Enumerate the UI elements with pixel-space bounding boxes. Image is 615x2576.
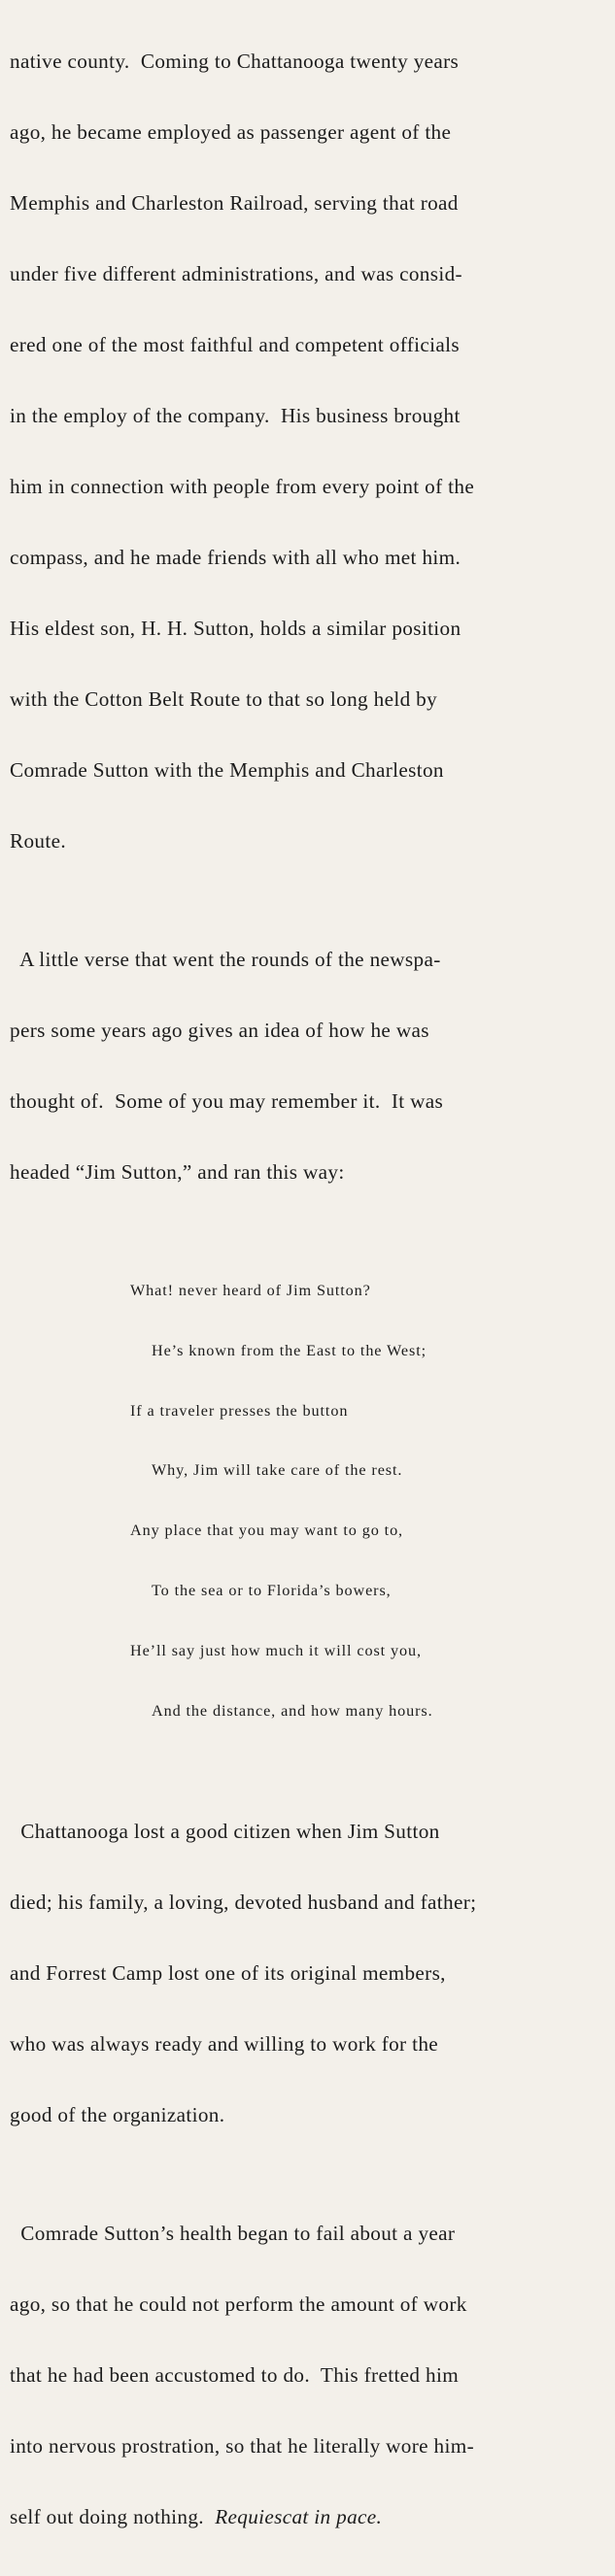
text-line: ago, so that he could not perform the amount of work (10, 2292, 467, 2316)
poem-line: If a traveler presses the button (130, 1401, 349, 1420)
text-line: thought of. Some of you may remember it. It was (10, 1088, 444, 1113)
text-line: Route. (10, 829, 67, 853)
paragraph-verse-intro (10, 900, 615, 1231)
poem-line: To the sea or to Florida’s bowers, (152, 1581, 392, 1599)
text-line: who was always ready and willing to work for the (10, 2032, 439, 2057)
poem-line: He’s known from the East to the West; (152, 1341, 427, 1359)
text-line: him in connection with people from every point of the (10, 474, 475, 498)
poem-line: He’ll say just how much it will cost you, (130, 1641, 422, 1659)
text-line: good of the organization. (10, 2103, 225, 2127)
text-line: Comrade Sutton with the Memphis and Charleston (10, 758, 444, 782)
text-line: pers some years ago gives an idea of how he was (10, 1018, 429, 1042)
poem-line: What! never heard of Jim Sutton? (130, 1282, 371, 1300)
text-line: A little verse that went the rounds of the newspa- (10, 947, 441, 971)
text-line: Comrade Sutton’s health began to fail about a year (10, 2221, 456, 2245)
poem-line: Why, Jim will take care of the rest. (152, 1461, 403, 1480)
text-line: that he had been accustomed to do. This fretted him (10, 2362, 460, 2387)
poem-jim-sutton (10, 1241, 615, 1760)
paragraph-career (10, 2, 615, 900)
final-line-plain: self out doing nothing. (10, 2504, 216, 2528)
text-line: headed “Jim Sutton,” and ran this way: (10, 1159, 345, 1184)
text-line: ago, he became employed as passenger agent of the (10, 119, 452, 144)
text-line: into nervous prostration, so that he literally wore him- (10, 2433, 474, 2458)
requiescat-phrase: Requiescat in pace. (215, 2504, 383, 2528)
text-line: compass, and he made friends with all who met him. (10, 545, 461, 569)
text-line: His eldest son, H. H. Sutton, holds a similar position (10, 616, 461, 640)
poem-line: Any place that you may want to go to, (130, 1522, 404, 1540)
text-line-final (10, 2505, 615, 2528)
text-line: died; his family, a loving, devoted husband and father; (10, 1890, 477, 1915)
text-line: ered one of the most faithful and competent officials (10, 332, 460, 356)
text-line: Chattanooga lost a good citizen when Jim Sutton (10, 1820, 440, 1843)
text-line: with the Cotton Belt Route to that so long held by (10, 686, 438, 711)
text-line: in the employ of the company. His business brought (10, 403, 461, 427)
poem-line: And the distance, and how many hours. (152, 1701, 433, 1720)
text-line: and Forrest Camp lost one of its original members, (10, 1961, 446, 1986)
paragraph-health (10, 2174, 615, 2576)
text-line: native county. Coming to Chattanooga twenty years (10, 49, 460, 73)
paragraph-loss (10, 1772, 615, 2174)
text-line: under five different administrations, and was consid- (10, 261, 462, 285)
text-line: Memphis and Charleston Railroad, serving that road (10, 190, 459, 215)
